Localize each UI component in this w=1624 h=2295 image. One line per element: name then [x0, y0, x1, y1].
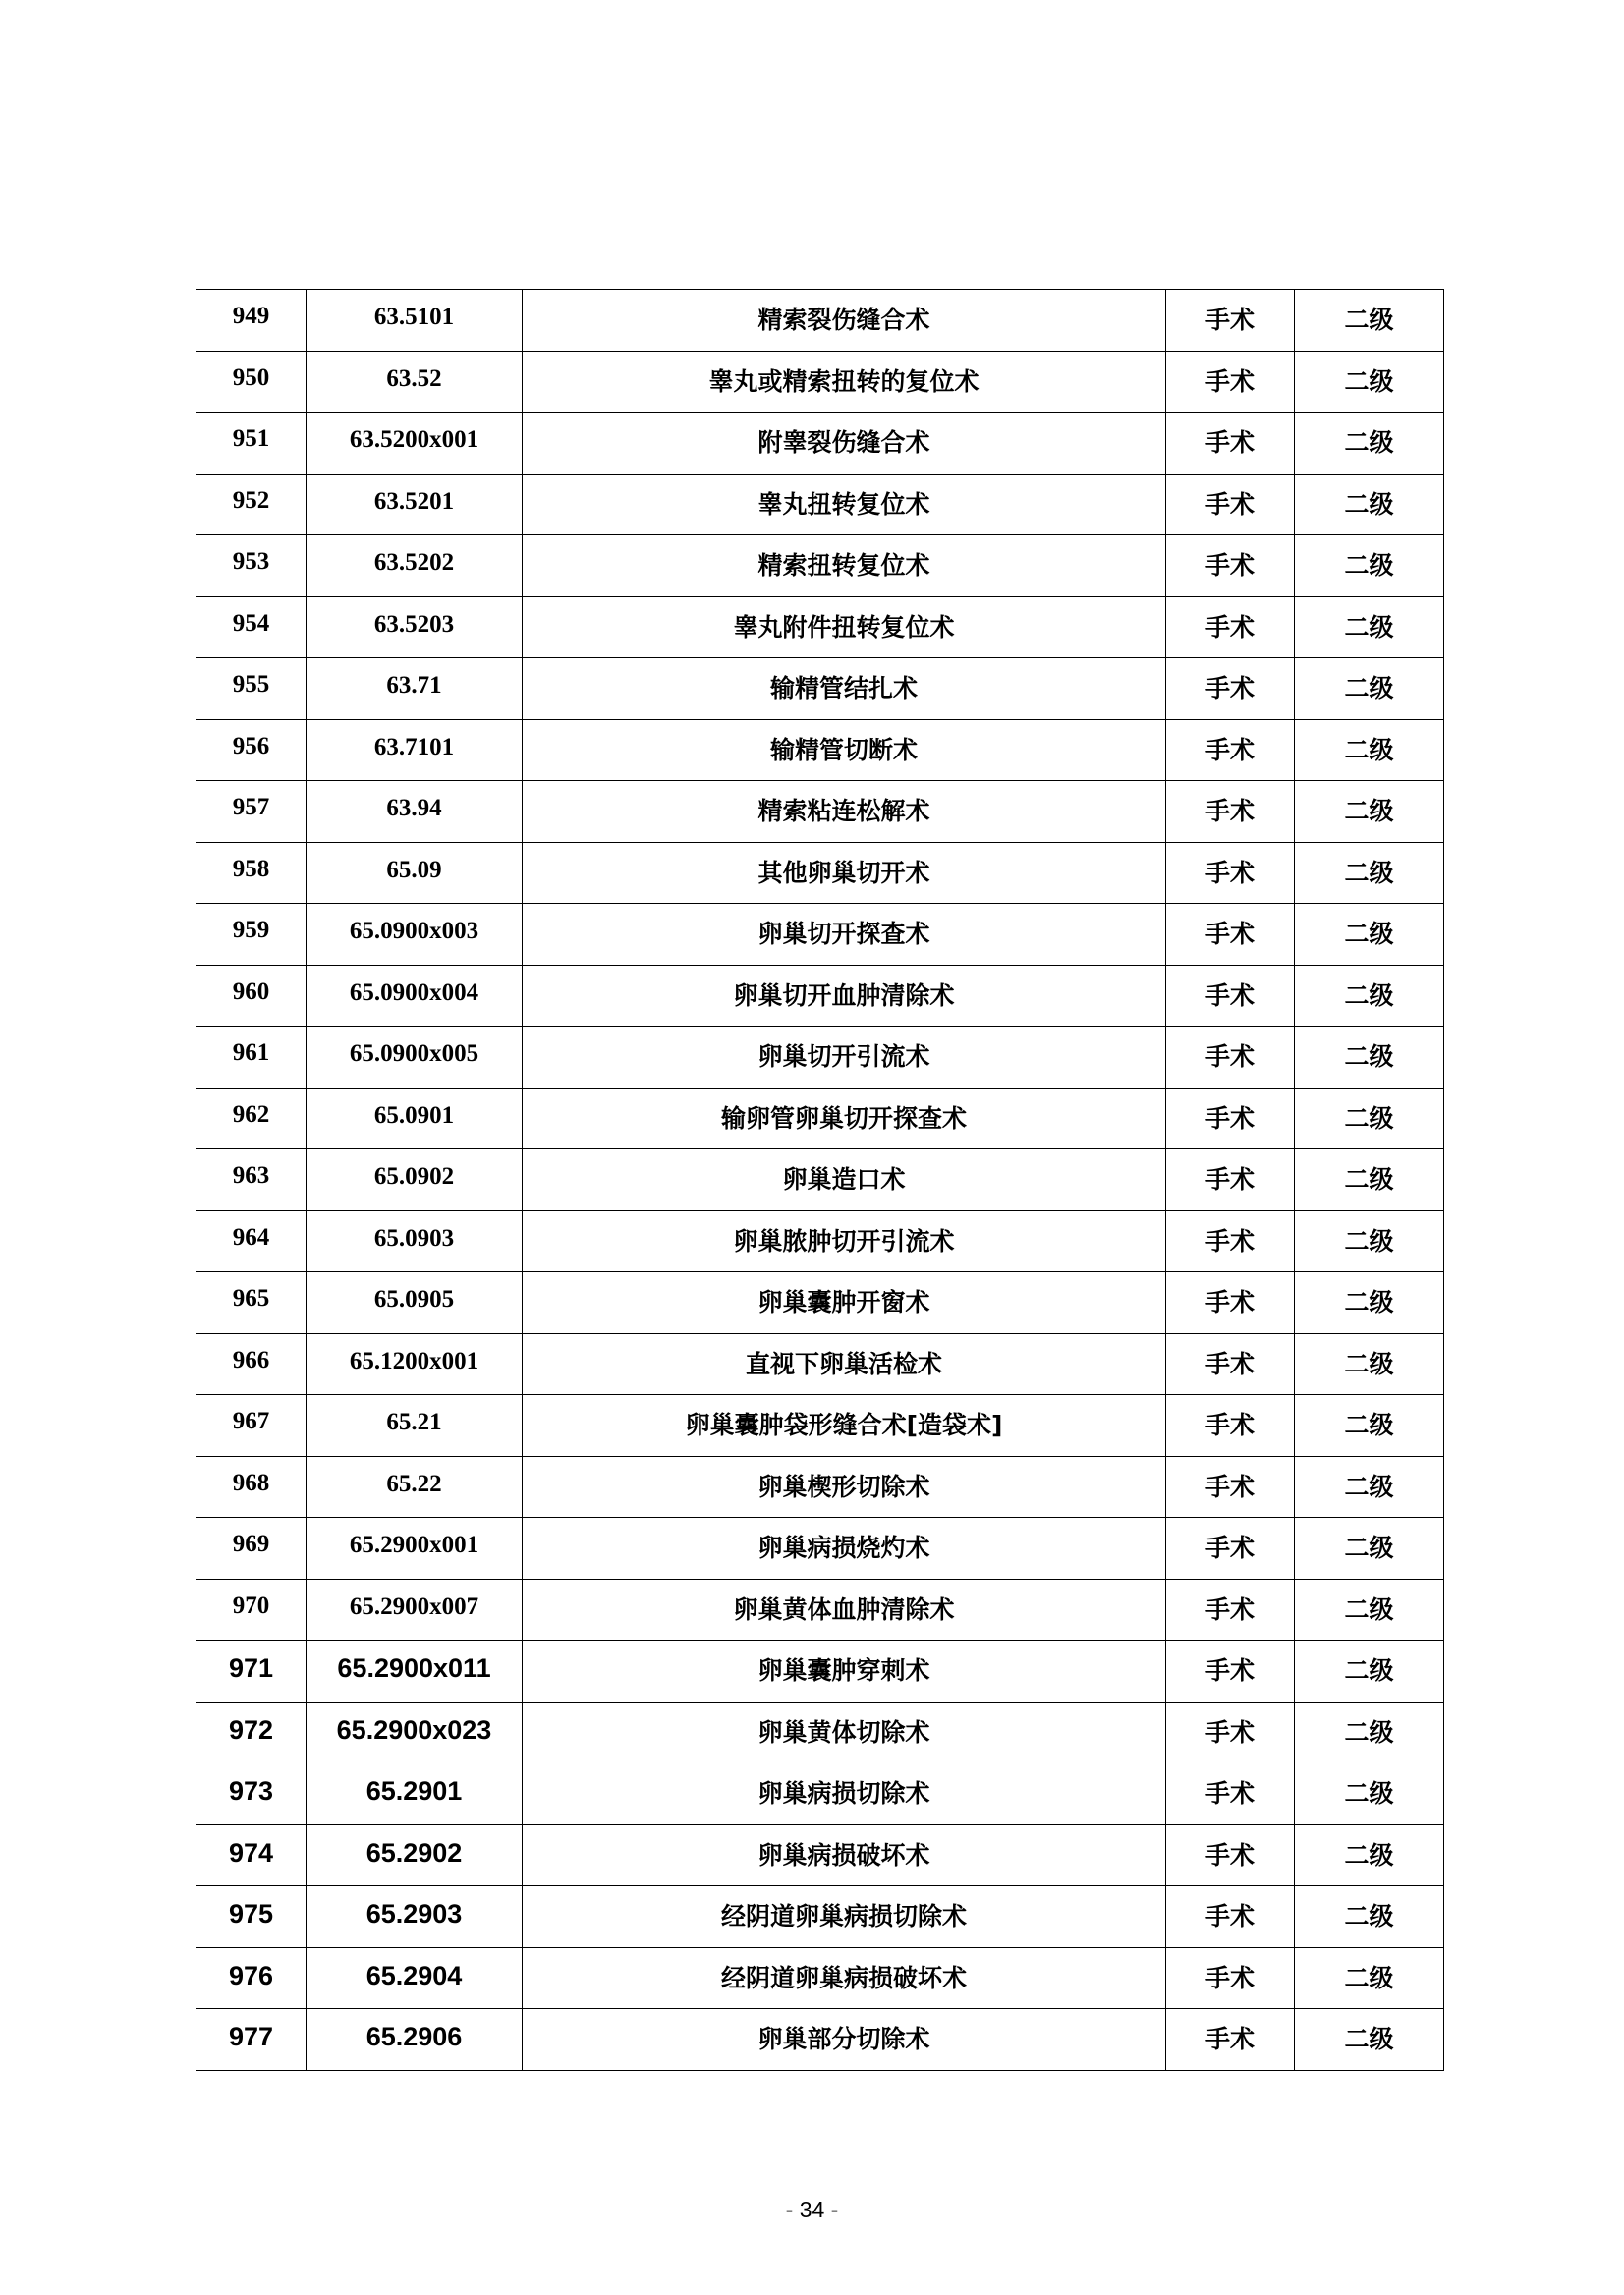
procedure-name: 睾丸扭转复位术	[523, 474, 1166, 535]
procedure-name: 卵巢囊肿开窗术	[523, 1272, 1166, 1334]
procedure-type: 手术	[1166, 413, 1295, 475]
procedure-code-cell	[307, 719, 523, 781]
procedure-name: 经阴道卵巢病损切除术	[523, 1886, 1166, 1948]
row-index: 955	[232, 671, 270, 699]
table-row	[196, 781, 1444, 843]
procedure-name: 卵巢囊肿袋形缝合术[造袋术]	[523, 1395, 1166, 1457]
procedure-name: 输精管结扎术	[523, 658, 1166, 720]
procedure-level: 二级	[1295, 1272, 1444, 1334]
procedure-level: 二级	[1295, 1149, 1444, 1211]
procedure-code-cell	[307, 413, 523, 475]
procedure-type: 手术	[1166, 535, 1295, 597]
procedure-name: 卵巢切开血肿清除术	[523, 965, 1166, 1027]
row-index-cell	[196, 1272, 307, 1334]
row-index: 968	[232, 1469, 270, 1496]
table-row	[196, 1395, 1444, 1457]
row-index-cell	[196, 474, 307, 535]
procedure-code-cell	[307, 1518, 523, 1580]
procedure-type: 手术	[1166, 781, 1295, 843]
procedure-type: 手术	[1166, 965, 1295, 1027]
table-row	[196, 1824, 1444, 1886]
procedure-name: 卵巢楔形切除术	[523, 1456, 1166, 1518]
row-index: 962	[232, 1100, 270, 1128]
table-row	[196, 1088, 1444, 1149]
procedure-type: 手术	[1166, 658, 1295, 720]
procedure-code-cell	[307, 1641, 523, 1703]
procedure-level: 二级	[1295, 474, 1444, 535]
procedure-code: 65.2903	[365, 1899, 463, 1930]
procedure-level: 二级	[1295, 1763, 1444, 1825]
procedure-code-cell	[307, 351, 523, 413]
procedure-type: 手术	[1166, 1824, 1295, 1886]
procedure-name: 卵巢切开探查术	[523, 904, 1166, 966]
procedure-code-cell	[307, 1456, 523, 1518]
procedure-code-cell	[307, 290, 523, 352]
page-number: - 34 -	[785, 2197, 839, 2222]
procedure-table-body	[196, 290, 1444, 2071]
procedure-type: 手术	[1166, 1702, 1295, 1763]
procedure-level: 二级	[1295, 413, 1444, 475]
row-index: 976	[228, 1960, 274, 1990]
procedure-code: 65.0903	[373, 1224, 455, 1252]
row-index: 956	[232, 732, 270, 759]
procedure-type: 手术	[1166, 1088, 1295, 1149]
procedure-type: 手术	[1166, 1395, 1295, 1457]
row-index: 954	[232, 609, 270, 637]
row-index-cell	[196, 1027, 307, 1089]
row-index: 964	[232, 1223, 270, 1251]
procedure-code: 65.2902	[365, 1837, 463, 1868]
row-index-cell	[196, 965, 307, 1027]
procedure-code-cell	[307, 596, 523, 658]
procedure-code: 63.52	[386, 364, 442, 392]
row-index: 951	[232, 425, 270, 453]
row-index: 957	[232, 794, 270, 821]
procedure-code-cell	[307, 1947, 523, 2009]
row-index-cell	[196, 1641, 307, 1703]
procedure-table	[196, 289, 1444, 2071]
row-index-cell	[196, 1947, 307, 2009]
procedure-name: 卵巢病损破坏术	[523, 1824, 1166, 1886]
procedure-code: 63.5201	[373, 487, 455, 515]
table-row	[196, 1456, 1444, 1518]
procedure-type: 手术	[1166, 842, 1295, 904]
procedure-code: 63.5101	[373, 304, 455, 331]
procedure-code-cell	[307, 1886, 523, 1948]
procedure-code-cell	[307, 1088, 523, 1149]
table-row	[196, 2009, 1444, 2071]
procedure-code: 63.5203	[373, 610, 455, 638]
procedure-level: 二级	[1295, 1333, 1444, 1395]
table-row	[196, 474, 1444, 535]
procedure-level: 二级	[1295, 2009, 1444, 2071]
procedure-level: 二级	[1295, 904, 1444, 966]
procedure-level: 二级	[1295, 1518, 1444, 1580]
procedure-name: 经阴道卵巢病损破坏术	[523, 1947, 1166, 2009]
row-index-cell	[196, 1702, 307, 1763]
procedure-code-cell	[307, 781, 523, 843]
procedure-code-cell	[307, 535, 523, 597]
table-row	[196, 965, 1444, 1027]
row-index: 958	[232, 855, 270, 882]
procedure-code: 65.2900x023	[336, 1714, 492, 1745]
table-row	[196, 1702, 1444, 1763]
procedure-level: 二级	[1295, 1027, 1444, 1089]
procedure-type: 手术	[1166, 2009, 1295, 2071]
procedure-level: 二级	[1295, 842, 1444, 904]
row-index-cell	[196, 1088, 307, 1149]
row-index: 960	[232, 978, 270, 1005]
procedure-code-cell	[307, 474, 523, 535]
procedure-code-cell	[307, 1333, 523, 1395]
row-index-cell	[196, 781, 307, 843]
procedure-code: 65.2906	[365, 2022, 463, 2052]
table-row	[196, 658, 1444, 720]
procedure-code: 65.1200x001	[349, 1347, 479, 1374]
row-index-cell	[196, 1886, 307, 1948]
row-index: 975	[228, 1899, 274, 1930]
procedure-name: 卵巢切开引流术	[523, 1027, 1166, 1089]
procedure-level: 二级	[1295, 719, 1444, 781]
row-index: 972	[228, 1714, 274, 1745]
table-row	[196, 1579, 1444, 1641]
procedure-type: 手术	[1166, 1333, 1295, 1395]
procedure-level: 二级	[1295, 1456, 1444, 1518]
procedure-code-cell	[307, 965, 523, 1027]
procedure-code-cell	[307, 904, 523, 966]
procedure-code: 65.2901	[365, 1776, 463, 1807]
row-index-cell	[196, 413, 307, 475]
procedure-name: 睾丸附件扭转复位术	[523, 596, 1166, 658]
procedure-type: 手术	[1166, 1210, 1295, 1272]
procedure-type: 手术	[1166, 1641, 1295, 1703]
procedure-name: 其他卵巢切开术	[523, 842, 1166, 904]
row-index: 973	[228, 1776, 274, 1807]
row-index: 953	[232, 548, 270, 576]
procedure-name: 卵巢囊肿穿刺术	[523, 1641, 1166, 1703]
procedure-code-cell	[307, 1210, 523, 1272]
row-index-cell	[196, 596, 307, 658]
procedure-name: 附睾裂伤缝合术	[523, 413, 1166, 475]
procedure-level: 二级	[1295, 1886, 1444, 1948]
procedure-name: 卵巢黄体切除术	[523, 1702, 1166, 1763]
procedure-code: 65.0902	[373, 1163, 455, 1191]
row-index: 949	[232, 303, 270, 330]
procedure-level: 二级	[1295, 351, 1444, 413]
procedure-name: 输精管切断术	[523, 719, 1166, 781]
procedure-type: 手术	[1166, 1518, 1295, 1580]
row-index-cell	[196, 658, 307, 720]
procedure-code-cell	[307, 1149, 523, 1211]
procedure-code: 65.0900x003	[349, 918, 479, 945]
table-row	[196, 1027, 1444, 1089]
procedure-level: 二级	[1295, 1210, 1444, 1272]
procedure-name: 卵巢病损烧灼术	[523, 1518, 1166, 1580]
row-index-cell	[196, 1333, 307, 1395]
row-index: 950	[232, 364, 270, 391]
procedure-code: 65.2904	[365, 1960, 463, 1990]
table-row	[196, 1149, 1444, 1211]
procedure-code-cell	[307, 1763, 523, 1825]
procedure-name: 输卵管卵巢切开探查术	[523, 1088, 1166, 1149]
table-row	[196, 1518, 1444, 1580]
procedure-type: 手术	[1166, 1579, 1295, 1641]
procedure-code-cell	[307, 1579, 523, 1641]
procedure-type: 手术	[1166, 290, 1295, 352]
procedure-code-cell	[307, 1702, 523, 1763]
row-index-cell	[196, 1210, 307, 1272]
row-index-cell	[196, 290, 307, 352]
row-index-cell	[196, 1763, 307, 1825]
procedure-type: 手术	[1166, 1456, 1295, 1518]
row-index-cell	[196, 1395, 307, 1457]
procedure-code: 65.2900x011	[337, 1653, 491, 1684]
table-row	[196, 290, 1444, 352]
procedure-level: 二级	[1295, 1641, 1444, 1703]
procedure-type: 手术	[1166, 1149, 1295, 1211]
row-index: 967	[232, 1408, 270, 1435]
procedure-level: 二级	[1295, 1824, 1444, 1886]
row-index: 977	[228, 2022, 274, 2052]
procedure-type: 手术	[1166, 1027, 1295, 1089]
procedure-code: 65.0900x004	[349, 979, 479, 1006]
table-row	[196, 1886, 1444, 1948]
row-index-cell	[196, 904, 307, 966]
row-index: 959	[232, 917, 270, 944]
row-index: 974	[228, 1837, 274, 1868]
row-index-cell	[196, 535, 307, 597]
procedure-level: 二级	[1295, 965, 1444, 1027]
procedure-name: 卵巢病损切除术	[523, 1763, 1166, 1825]
row-index-cell	[196, 1149, 307, 1211]
procedure-code: 63.7101	[373, 733, 455, 760]
procedure-level: 二级	[1295, 781, 1444, 843]
row-index: 952	[232, 486, 270, 514]
procedure-level: 二级	[1295, 658, 1444, 720]
procedure-type: 手术	[1166, 351, 1295, 413]
row-index: 969	[232, 1531, 270, 1558]
procedure-code: 65.21	[386, 1409, 442, 1436]
procedure-level: 二级	[1295, 535, 1444, 597]
procedure-type: 手术	[1166, 596, 1295, 658]
row-index: 961	[232, 1039, 270, 1067]
procedure-type: 手术	[1166, 1886, 1295, 1948]
row-index-cell	[196, 1456, 307, 1518]
procedure-level: 二级	[1295, 1702, 1444, 1763]
procedure-code: 63.5200x001	[349, 426, 479, 454]
procedure-type: 手术	[1166, 474, 1295, 535]
procedure-code-cell	[307, 1824, 523, 1886]
procedure-code: 65.2900x001	[349, 1532, 479, 1559]
procedure-code: 63.71	[386, 672, 442, 700]
procedure-code: 65.2900x007	[349, 1593, 479, 1620]
procedure-name: 睾丸或精索扭转的复位术	[523, 351, 1166, 413]
table-row	[196, 1763, 1444, 1825]
procedure-level: 二级	[1295, 1579, 1444, 1641]
table-row	[196, 842, 1444, 904]
procedure-type: 手术	[1166, 1272, 1295, 1334]
table-row	[196, 1641, 1444, 1703]
table-row	[196, 1210, 1444, 1272]
procedure-code: 63.5202	[373, 549, 455, 577]
procedure-name: 直视下卵巢活检术	[523, 1333, 1166, 1395]
table-row	[196, 1947, 1444, 2009]
procedure-level: 二级	[1295, 596, 1444, 658]
table-row	[196, 535, 1444, 597]
table-row	[196, 413, 1444, 475]
procedure-code-cell	[307, 1027, 523, 1089]
procedure-type: 手术	[1166, 1763, 1295, 1825]
procedure-code: 65.0905	[373, 1286, 455, 1314]
table-row	[196, 596, 1444, 658]
procedure-code: 63.94	[386, 795, 442, 822]
procedure-name: 精索裂伤缝合术	[523, 290, 1166, 352]
procedure-name: 卵巢脓肿切开引流术	[523, 1210, 1166, 1272]
row-index-cell	[196, 1824, 307, 1886]
row-index-cell	[196, 842, 307, 904]
row-index: 965	[232, 1285, 270, 1313]
table-row	[196, 1272, 1444, 1334]
procedure-name: 卵巢黄体血肿清除术	[523, 1579, 1166, 1641]
procedure-code: 65.0900x005	[349, 1040, 479, 1068]
procedure-name: 卵巢造口术	[523, 1149, 1166, 1211]
row-index: 963	[232, 1162, 270, 1190]
procedure-code-cell	[307, 658, 523, 720]
procedure-code-cell	[307, 1272, 523, 1334]
procedure-type: 手术	[1166, 1947, 1295, 2009]
procedure-name: 精索扭转复位术	[523, 535, 1166, 597]
procedure-code-cell	[307, 1395, 523, 1457]
procedure-code: 65.09	[386, 856, 442, 883]
row-index: 970	[232, 1592, 270, 1619]
row-index-cell	[196, 2009, 307, 2071]
procedure-code-cell	[307, 842, 523, 904]
row-index-cell	[196, 719, 307, 781]
row-index: 971	[228, 1653, 274, 1684]
procedure-level: 二级	[1295, 1395, 1444, 1457]
table-row	[196, 351, 1444, 413]
procedure-code: 65.22	[386, 1470, 442, 1497]
procedure-code: 65.0901	[373, 1101, 455, 1129]
row-index-cell	[196, 1518, 307, 1580]
procedure-level: 二级	[1295, 1947, 1444, 2009]
procedure-type: 手术	[1166, 719, 1295, 781]
row-index-cell	[196, 1579, 307, 1641]
row-index-cell	[196, 351, 307, 413]
procedure-name: 卵巢部分切除术	[523, 2009, 1166, 2071]
procedure-level: 二级	[1295, 1088, 1444, 1149]
procedure-code-cell	[307, 2009, 523, 2071]
table-row	[196, 719, 1444, 781]
table-row	[196, 1333, 1444, 1395]
table-row	[196, 904, 1444, 966]
row-index: 966	[232, 1346, 270, 1373]
procedure-type: 手术	[1166, 904, 1295, 966]
procedure-level: 二级	[1295, 290, 1444, 352]
procedure-name: 精索粘连松解术	[523, 781, 1166, 843]
